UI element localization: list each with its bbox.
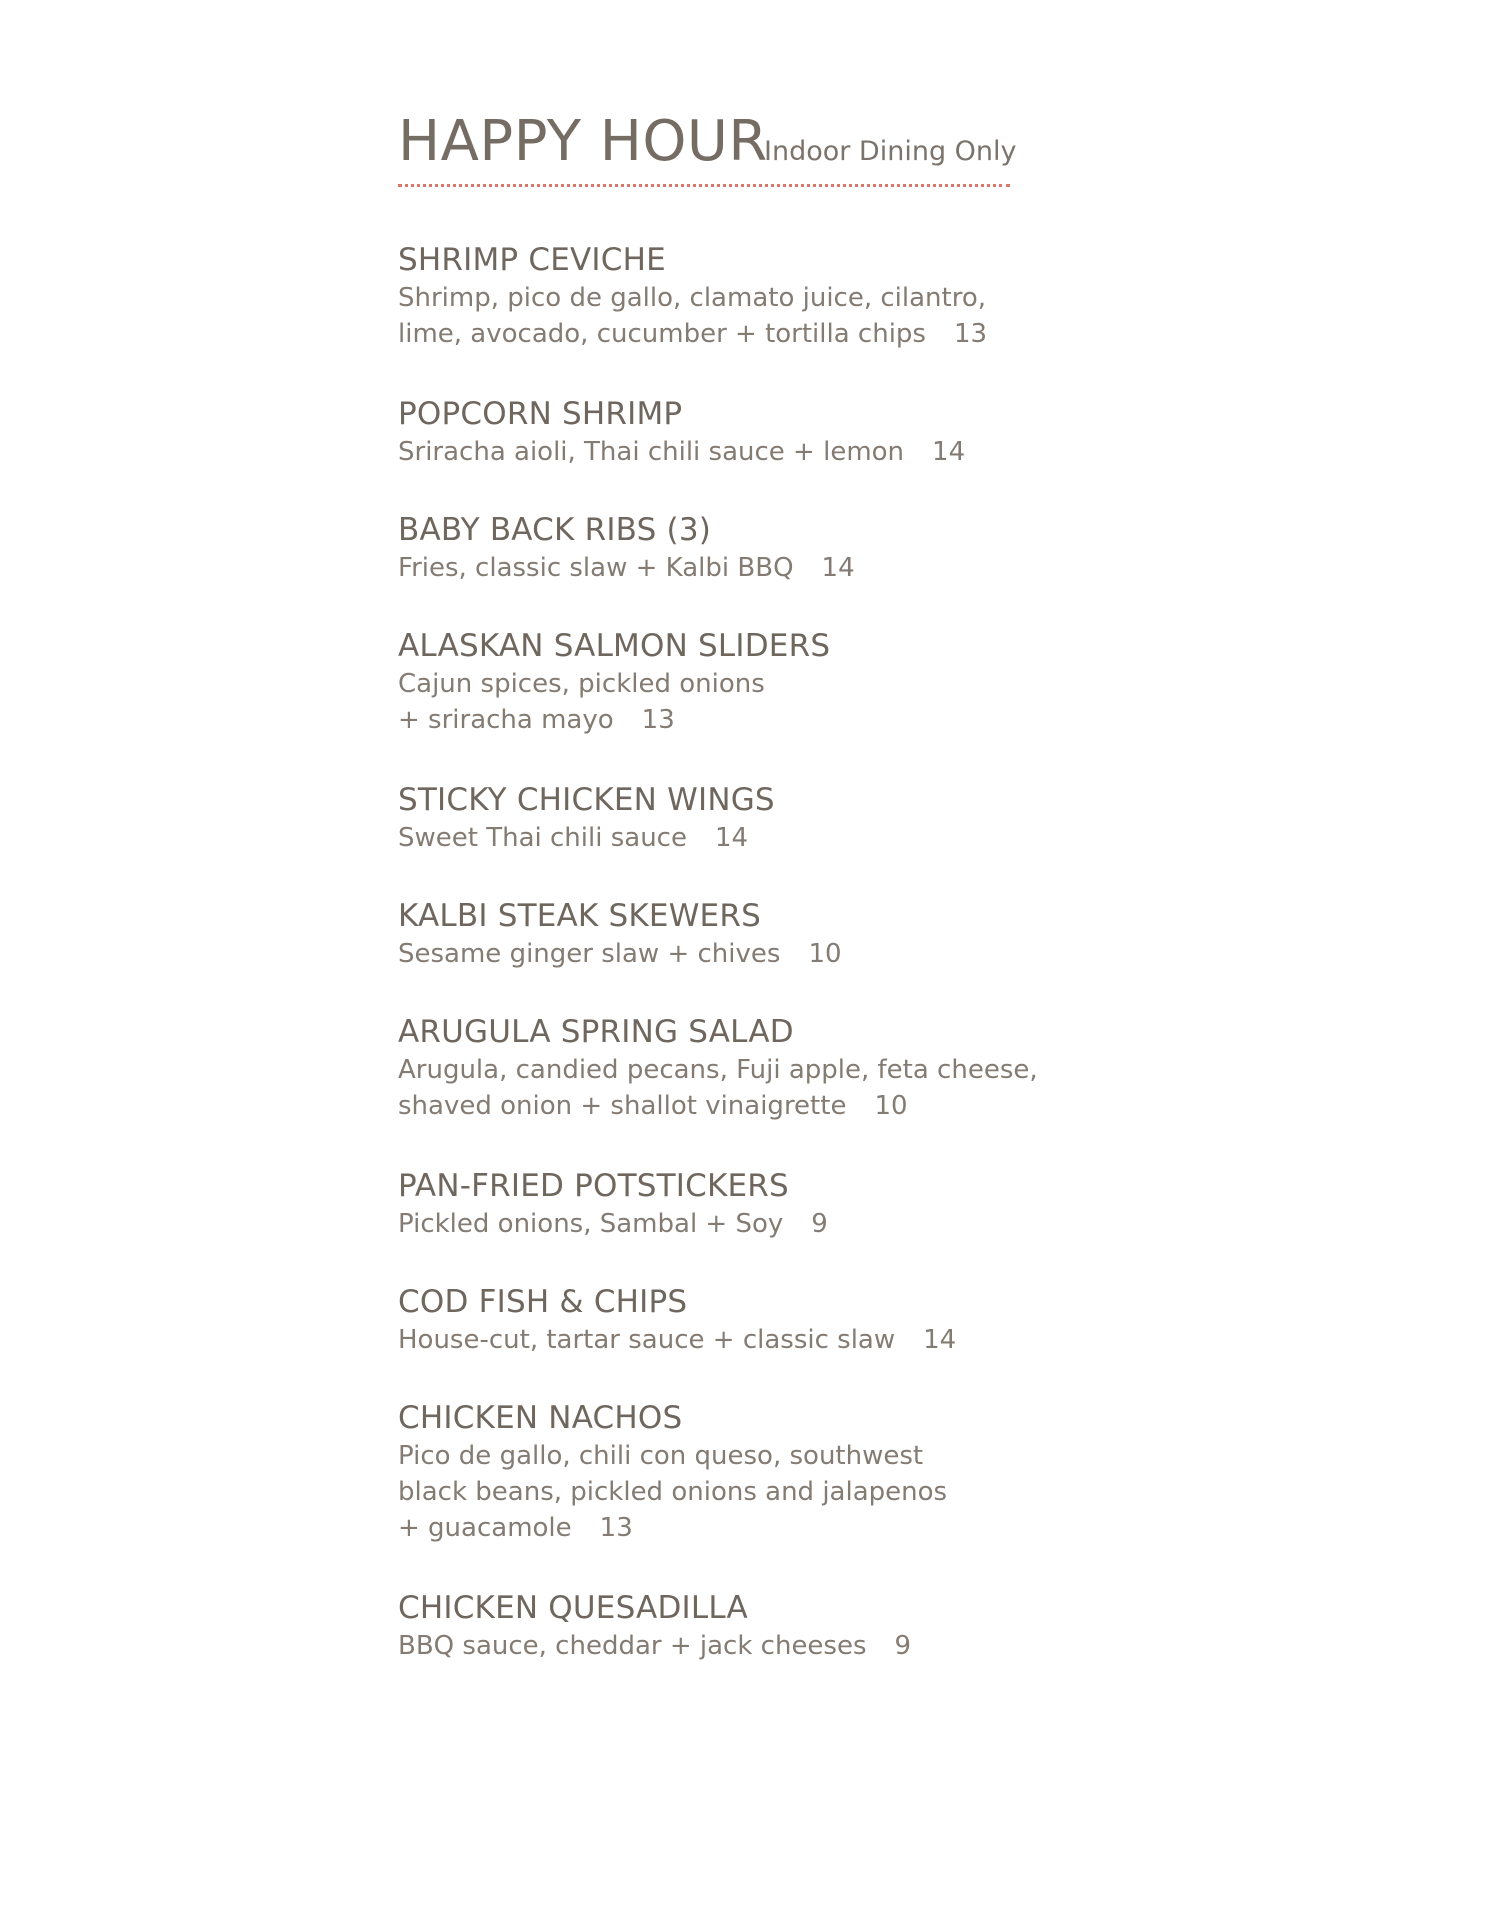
- menu-item-description-text: Fries, classic slaw + Kalbi BBQ: [398, 553, 794, 583]
- dotted-divider: [398, 184, 1010, 187]
- menu-item-price: 10: [808, 939, 842, 969]
- menu-item-price: 14: [932, 437, 966, 467]
- menu-item-description: [398, 1052, 1118, 1088]
- menu-item-description: [398, 550, 1118, 586]
- menu-item: [398, 394, 1118, 470]
- menu-item-description: [398, 1088, 1118, 1124]
- menu-item-description: [398, 1510, 1118, 1546]
- menu-item-name: PAN-FRIED POTSTICKERS: [398, 1168, 789, 1204]
- menu-item-price: 9: [811, 1209, 828, 1239]
- menu-item-description-text: Arugula, candied pecans, Fuji apple, feta cheese,: [398, 1055, 1038, 1085]
- menu-item-name: CHICKEN NACHOS: [398, 1400, 683, 1436]
- menu-item-description: [398, 1628, 1118, 1664]
- menu-item-description: [398, 1474, 1118, 1510]
- menu-header: [398, 110, 1018, 190]
- menu-item-description: [398, 820, 1118, 856]
- menu-item-price: 13: [953, 319, 988, 349]
- menu-item: [398, 510, 1118, 586]
- menu-item-description-text: Pickled onions, Sambal + Soy: [398, 1209, 784, 1239]
- menu-item-description-text: + guacamole: [398, 1513, 572, 1543]
- menu-item-description-text: Cajun spices, pickled onions: [398, 669, 765, 699]
- menu-item-description-text: Sweet Thai chili sauce: [398, 823, 687, 853]
- menu-item-name: BABY BACK RIBS (3): [398, 512, 712, 548]
- menu-item: [398, 1166, 1118, 1242]
- menu-item-price: 13: [599, 1513, 633, 1543]
- menu-item: [398, 1282, 1118, 1358]
- menu-item: [398, 896, 1118, 972]
- menu-item-name: COD FISH & CHIPS: [398, 1284, 688, 1320]
- menu-item-name: CHICKEN QUESADILLA: [398, 1590, 748, 1626]
- menu-item-name: STICKY CHICKEN WINGS: [398, 782, 775, 818]
- menu-item-description: [398, 280, 1118, 316]
- menu-item-price: 14: [714, 823, 749, 853]
- menu-item-description: [398, 434, 1118, 470]
- menu-item: [398, 240, 1118, 352]
- menu-subtitle: Indoor Dining Only: [764, 136, 1017, 167]
- menu-item-description-text: black beans, pickled onions and jalapenos: [398, 1477, 948, 1507]
- menu-item-description-text: shaved onion + shallot vinaigrette: [398, 1091, 847, 1121]
- menu-item-description: [398, 1322, 1118, 1358]
- menu-item-name: KALBI STEAK SKEWERS: [398, 898, 761, 934]
- menu-item-description: [398, 702, 1118, 738]
- menu-item-price: 9: [894, 1631, 912, 1661]
- menu-item-description-text: Sesame ginger slaw + chives: [398, 939, 781, 969]
- menu-item-description: [398, 936, 1118, 972]
- menu-item: [398, 1588, 1118, 1664]
- menu-item-description-text: + sriracha mayo: [398, 705, 614, 735]
- menu-item-name: SHRIMP CEVICHE: [398, 242, 666, 278]
- menu-item-price: 10: [874, 1091, 908, 1121]
- menu-item-description-text: Sriracha aioli, Thai chili sauce + lemon: [398, 437, 905, 467]
- menu-item-price: 14: [923, 1325, 957, 1355]
- menu-item-description: [398, 1438, 1118, 1474]
- menu-item: [398, 780, 1118, 856]
- menu-item-description-text: lime, avocado, cucumber + tortilla chips: [398, 319, 926, 349]
- menu-item-price: 13: [641, 705, 675, 735]
- menu-item-name: ARUGULA SPRING SALAD: [398, 1014, 794, 1050]
- menu-item-price: 14: [821, 553, 855, 583]
- menu-item-description-text: House-cut, tartar sauce + classic slaw: [398, 1325, 896, 1355]
- menu-item-description-text: Pico de gallo, chili con queso, southwest: [398, 1441, 924, 1471]
- menu-item-description: [398, 666, 1118, 702]
- menu-title: HAPPY HOUR: [398, 109, 768, 174]
- menu-item-description-text: Shrimp, pico de gallo, clamato juice, cilantro,: [398, 283, 986, 313]
- menu-item: [398, 1398, 1118, 1546]
- menu-item: [398, 626, 1118, 738]
- menu-item-name: ALASKAN SALMON SLIDERS: [398, 628, 831, 664]
- menu-item-description-text: BBQ sauce, cheddar + jack cheeses: [398, 1631, 867, 1661]
- menu-item-description: [398, 1206, 1118, 1242]
- menu-item-name: POPCORN SHRIMP: [398, 396, 683, 432]
- menu-item: [398, 1012, 1118, 1124]
- menu-item-description: [398, 316, 1118, 352]
